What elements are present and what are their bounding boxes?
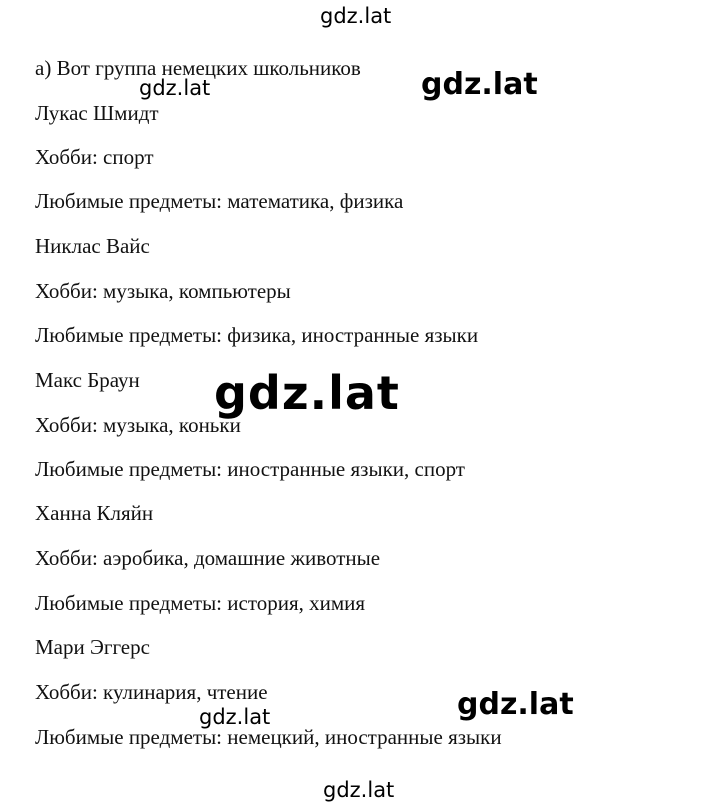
hobby-line-mari: Хобби: кулинария, чтение [35, 680, 268, 704]
subjects-line-hanna: Любимые предметы: история, химия [35, 591, 366, 615]
watermark-center-large: gdz.lat [214, 366, 400, 420]
student-name-mari: Мари Эггерс [35, 635, 150, 659]
student-name-lukas: Лукас Шмидт [35, 101, 159, 125]
hobby-line-max: Хобби: музыка, коньки [35, 413, 241, 437]
watermark-inline-small: gdz.lat [139, 76, 211, 100]
hobby-line-hanna: Хобби: аэробика, домашние животные [35, 546, 381, 570]
watermark-lower-bold: gdz.lat [457, 687, 574, 722]
subjects-line-max: Любимые предметы: иностранные языки, спорт [35, 457, 465, 481]
student-name-niklas: Никлас Вайс [35, 234, 150, 258]
watermark-lower-small: gdz.lat [199, 705, 271, 729]
watermark-bottom: gdz.lat [323, 778, 395, 802]
hobby-line-niklas: Хобби: музыка, компьютеры [35, 279, 291, 303]
student-name-hanna: Ханна Кляйн [35, 501, 154, 525]
hobby-line-lukas: Хобби: спорт [35, 145, 154, 169]
intro-line: а) Вот группа немецких школьников [35, 56, 361, 80]
watermark-top: gdz.lat [320, 4, 392, 28]
watermark-inline-bold: gdz.lat [421, 67, 538, 102]
student-name-max: Макс Браун [35, 368, 140, 392]
subjects-line-mari: Любимые предметы: немецкий, иностранные языки [35, 725, 502, 749]
subjects-line-niklas: Любимые предметы: физика, иностранные языки [35, 323, 479, 347]
subjects-line-lukas: Любимые предметы: математика, физика [35, 189, 404, 213]
